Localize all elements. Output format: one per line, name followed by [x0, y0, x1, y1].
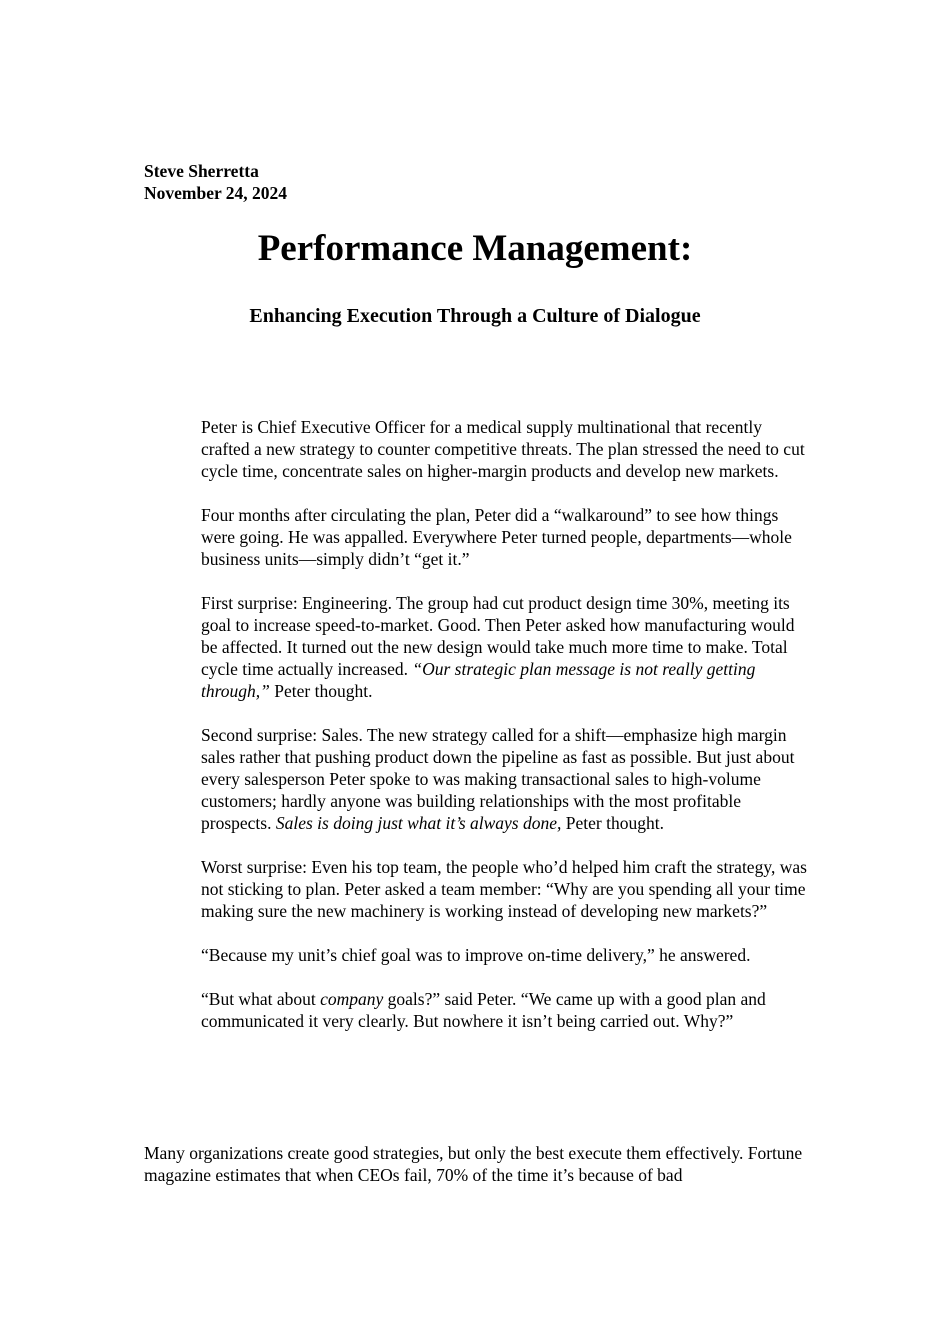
story-paragraph-5: Worst surprise: Even his top team, the people who’d helped him craft the strategy, was not sticking to plan. Peter asked a team member: “Why are you spending all your time making sure the new machinery is working instead of developing new markets?”: [201, 857, 807, 921]
story-paragraph-2: Four months after circulating the plan, Peter did a “walkaround” to see how things were going. He was appalled. Everywhere Peter turned people, departments—whole business units—simply didn’t “get it.”: [201, 505, 792, 569]
story-paragraph-4-text: Second surprise: Sales. The new strategy called for a shift—emphasize high margin sales rather that pushing product down the pipeline as fast as possible. But just about every salesperson Peter spoke to was making transactional sales to high-volume customers; hardly anyone was building relationships with the most profitable prospects.: [201, 725, 795, 833]
body-paragraph-1: Many organizations create good strategies, but only the best execute them effectively. Fortune magazine estimates that when CEOs fail, 70% of the time it’s because of bad: [144, 1143, 803, 1185]
document-title: Performance Management:: [257, 228, 693, 269]
author-block: [144, 160, 287, 204]
body-text: [144, 1142, 812, 1186]
story-paragraph-3-tail: Peter thought.: [269, 681, 373, 701]
story-paragraph-7-tail: goals?” said Peter. “We came up with a good plan and communicated it very clearly. But nowhere it isn’t being carried out. Why?”: [201, 989, 766, 1031]
story-paragraph-7: [201, 988, 811, 1032]
story-paragraph-4-tail: Peter thought.: [561, 813, 664, 833]
document-subtitle: Enhancing Execution Through a Culture of Dialogue: [249, 305, 701, 327]
story-paragraph-1: Peter is Chief Executive Officer for a medical supply multinational that recently crafted a new strategy to counter competitive threats. The plan stressed the need to cut cycle time, concentrate sales on higher-margin products and develop new markets.: [201, 417, 805, 481]
author-name: Steve Sherretta: [144, 161, 259, 181]
story-paragraph-7-italic: company: [320, 989, 384, 1009]
story-paragraph-4-italic: Sales is doing just what it’s always done,: [275, 813, 562, 833]
story-paragraph-3-text: First surprise: Engineering. The group had cut product design time 30%, meeting its goal to increase speed-to-market. Good. Then Peter asked how manufacturing would be affected. It turned out the new design would take much more time to make. Total cycle time actually increased.: [201, 593, 795, 679]
story-block: [201, 416, 811, 1054]
story-paragraph-7-text: “But what about: [201, 989, 321, 1009]
story-paragraph-4: [201, 724, 811, 834]
story-paragraph-6: “Because my unit’s chief goal was to improve on-time delivery,” he answered.: [201, 945, 751, 965]
story-paragraph-3: [201, 592, 811, 702]
story-paragraph-3-italic: “Our strategic plan message is not really getting through,”: [201, 659, 756, 701]
document-date: November 24, 2024: [144, 183, 288, 203]
